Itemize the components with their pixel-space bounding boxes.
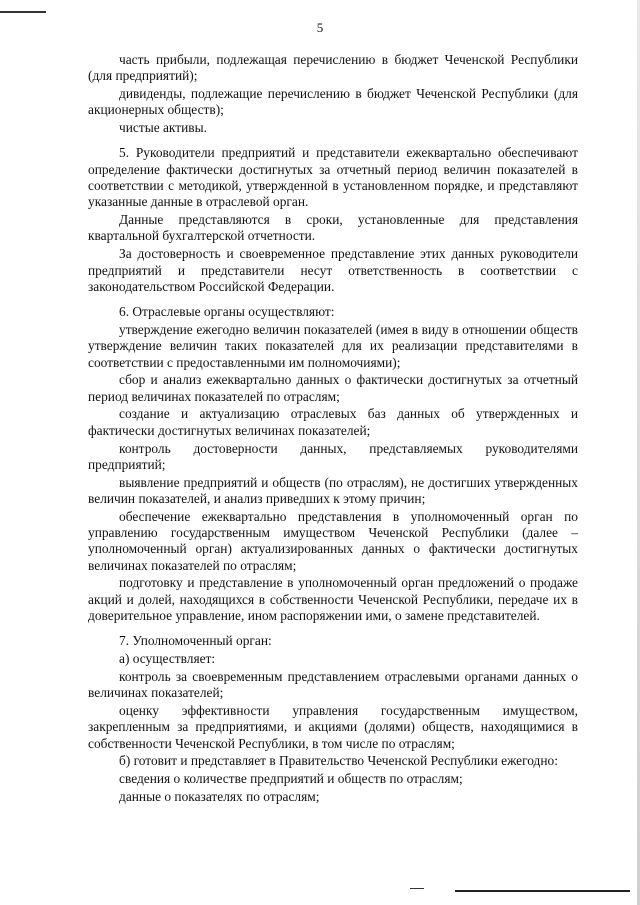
paragraph: контроль за своевременным представлением отраслевыми органами данных о величинах показателей; [88,668,578,701]
page-number: 5 [316,20,324,35]
paragraph: чистые активы. [119,120,207,136]
paragraph: а) осуществляет: [119,651,216,667]
paragraph: 5. Руководители предприятий и представители ежеквартально обеспечивают определение фактически достигнутых за отчетный период величин показателей в соответствии с методикой, утвержденной в установленном порядке, и представляют указанные данные в отраслевой орган. [88,145,578,210]
paragraph: часть прибыли, подлежащая перечислению в бюджет Чеченской Республики (для предприятий); [88,52,578,84]
paragraph: контроль достоверности данных, представляемых руководителями предприятий; [88,440,578,472]
paragraph: сведения о количестве предприятий и обществ по отраслям; [119,771,463,787]
paragraph: 6. Отраслевые органы осуществляют: [119,304,335,320]
scan-artifact-bottom-line [455,890,630,892]
paragraph: Данные представляются в сроки, установленные для представления квартальной бухгалтерской отчетности. [88,212,578,244]
paragraph: данные о показателях по отраслям; [119,788,320,804]
paragraph: дивиденды, подлежащие перечислению в бюджет Чеченской Республики (для акционерных обществ); [88,86,578,118]
paragraph: 7. Уполномоченный орган: [119,633,272,649]
document-body [88,52,578,807]
paragraph: подготовку и представление в уполномоченный орган предложений о продаже акций и долей, находящихся в собственности Чеченской Республики, передаче их в доверительное управление, ином распоряжении ими, о замене представителей. [88,575,578,623]
paragraph: б) готовит и представляет в Правительство Чеченской Республики ежегодно: [119,753,558,769]
scan-artifact-top-left [0,11,46,13]
paragraph: создание и актуализацию отраслевых баз данных об утвержденных и фактически достигнутых величинах показателей; [88,406,578,438]
paragraph: утверждение ежегодно величин показателей (имея в виду в отношении обществ утверждение величин таких показателей для их реализации представителями в соответствии с предоставленными им полномочиями); [88,321,578,370]
paragraph: обеспечение ежеквартально представления в уполномоченный орган по управлению государственным имуществом Чеченской Республики (далее – уполномоченный орган) актуализированных данных о фактически достигнутых величинах показателей по отраслям; [88,508,578,573]
paragraph: За достоверность и своевременное представление этих данных руководители предприятий и представители несут ответственность в соответствии с законодательством Российской Федерации. [88,246,578,294]
paragraph: сбор и анализ ежеквартально данных о фактически достигнутых за отчетный период величинах показателей по отраслям; [88,372,578,404]
scan-artifact-bottom-dash [410,888,424,889]
paragraph: выявление предприятий и обществ (по отраслям), не достигших утвержденных величин показателей, и анализ приведших к этому причин; [88,474,578,506]
paragraph: оценку эффективности управления государственным имуществом, закрепленным за предприятиями, и акциями (долями) обществ, находящимися в собственности Чеченской Республики, в том числе по отраслям; [88,702,578,751]
